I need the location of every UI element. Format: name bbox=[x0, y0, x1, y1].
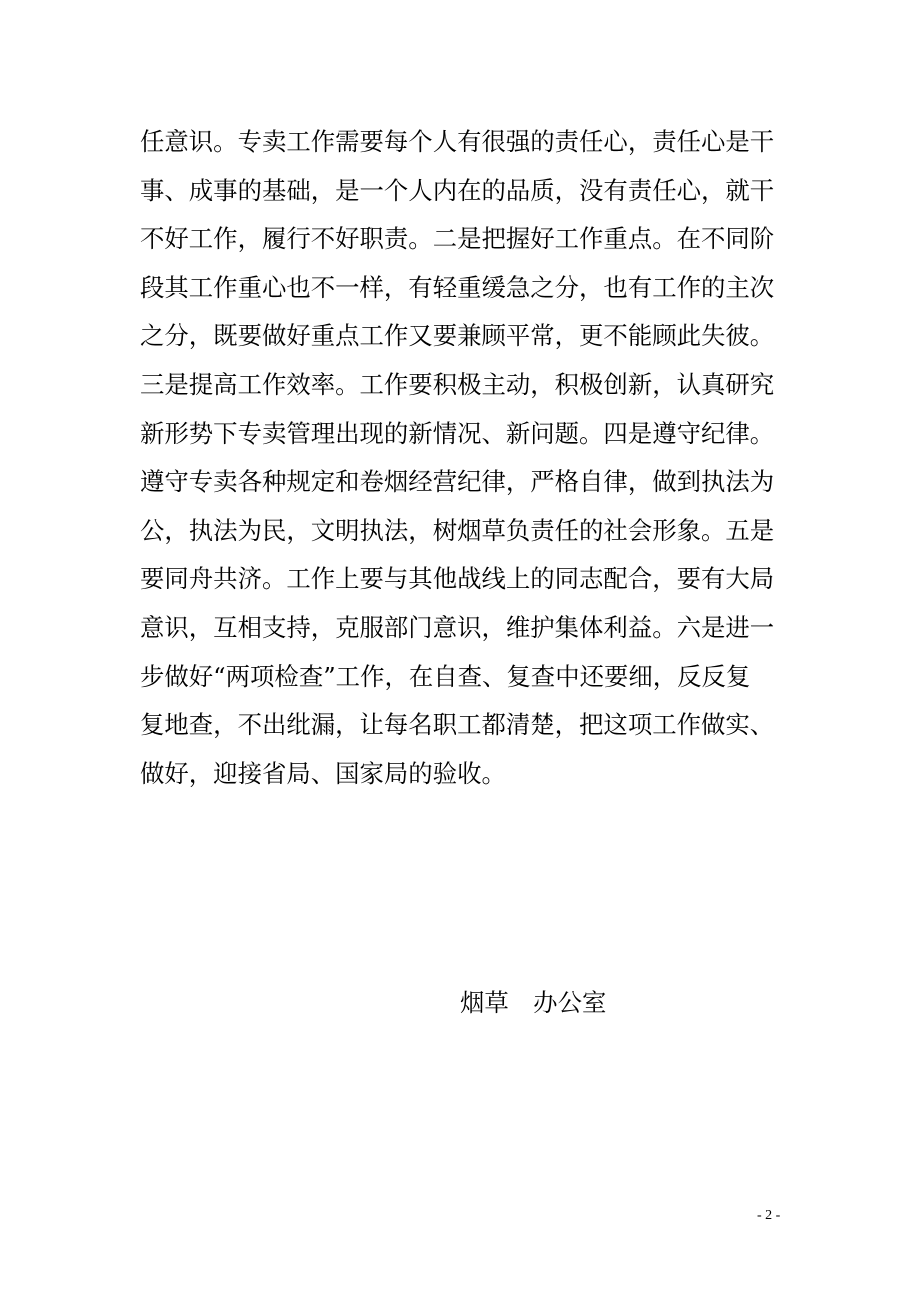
paragraph-line: 步做好“两项检查”工作，在自查、复查中还要细，反反复 bbox=[140, 661, 751, 691]
paragraph-line: 事、成事的基础，是一个人内在的品质，没有责任心，就干 bbox=[140, 175, 775, 205]
paragraph-line: 之分，既要做好重点工作又要兼顾平常，更不能顾此失彼。 bbox=[140, 321, 775, 351]
paragraph-line: 三是提高工作效率。工作要积极主动，积极创新，认真研究 bbox=[140, 369, 775, 399]
signature-department: 烟草 办公室 bbox=[460, 988, 607, 1017]
page-number: - 2 - bbox=[757, 1208, 781, 1223]
paragraph-line: 新形势下专卖管理出现的新情况、新问题。四是遵守纪律。 bbox=[140, 418, 775, 448]
paragraph-line: 任意识。专卖工作需要每个人有很强的责任心，责任心是干 bbox=[140, 127, 775, 156]
paragraph-line: 公，执法为民，文明执法，树烟草负责任的社会形象。五是 bbox=[140, 515, 775, 545]
paragraph-line: 做好，迎接省局、国家局的验收。 bbox=[140, 758, 506, 788]
paragraph-line: 要同舟共济。工作上要与其他战线上的同志配合，要有大局 bbox=[140, 564, 775, 594]
paragraph-line: 遵守专卖各种规定和卷烟经营纪律，严格自律，做到执法为 bbox=[140, 467, 775, 497]
paragraph-line: 不好工作，履行不好职责。二是把握好工作重点。在不同阶 bbox=[140, 224, 775, 254]
paragraph-line: 段其工作重心也不一样，有轻重缓急之分，也有工作的主次 bbox=[140, 272, 775, 302]
body-paragraph bbox=[140, 118, 785, 798]
paragraph-line: 意识，互相支持，克服部门意识，维护集体利益。六是进一 bbox=[140, 612, 775, 642]
paragraph-line: 复地查，不出纰漏，让每名职工都清楚，把这项工作做实、 bbox=[140, 710, 775, 740]
